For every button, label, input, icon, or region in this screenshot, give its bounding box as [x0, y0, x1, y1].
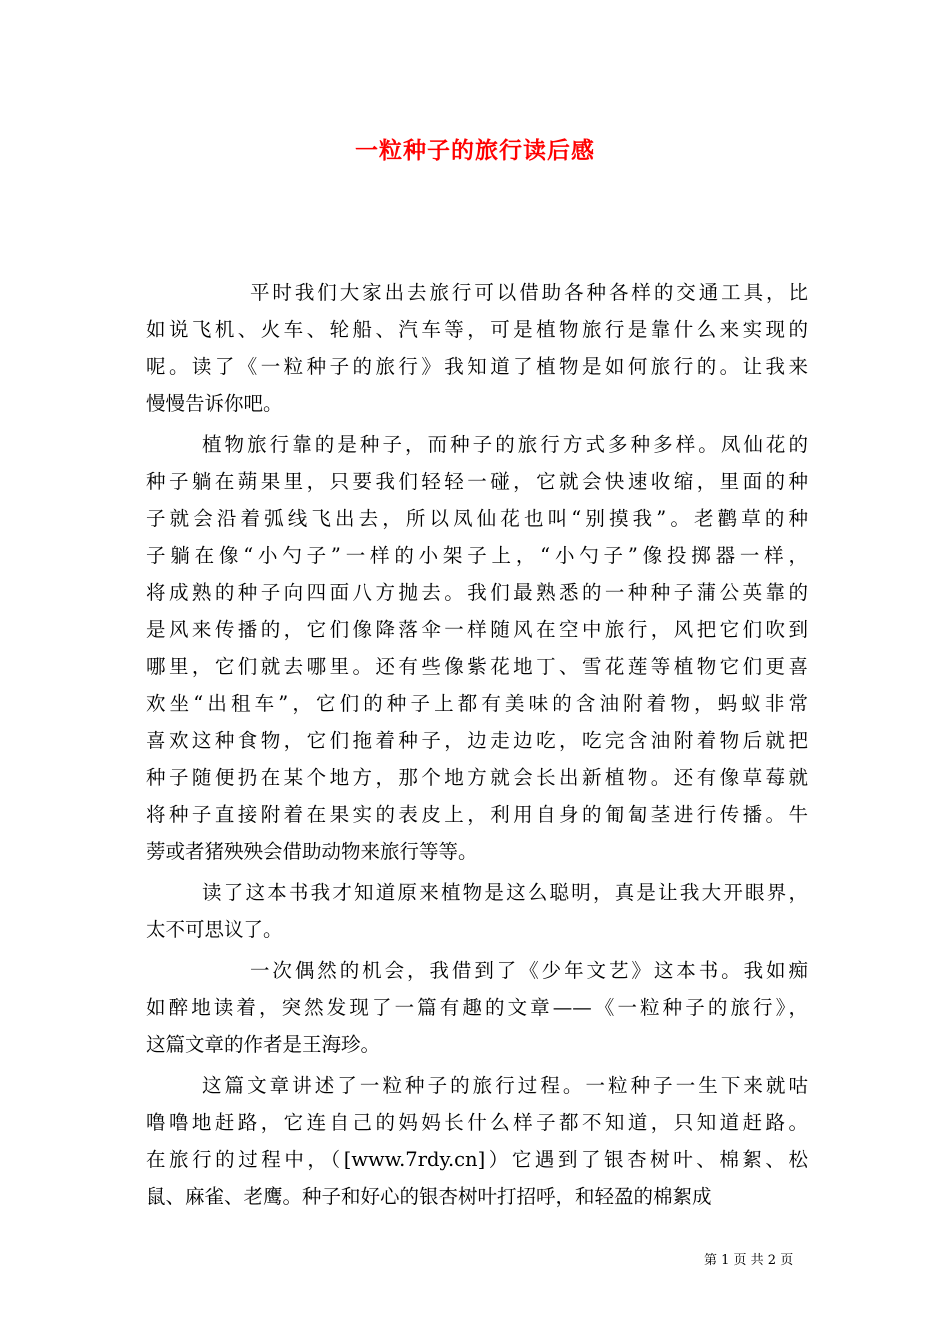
text-line: 平时我们大家出去旅行可以借助各种各样的交通工具，比 — [250, 281, 808, 304]
text-line: 慢慢告诉你吧。 — [146, 392, 283, 415]
text-line: 在旅行的过程中，（[www.7rdy.cn]）它遇到了银杏树叶、棉絮、松 — [146, 1148, 808, 1171]
page-number-footer: 第 1 页 共 2 页 — [704, 1253, 794, 1268]
paragraph — [146, 874, 808, 948]
paragraph — [146, 274, 808, 422]
text-line: 如醉地读着，突然发现了一篇有趣的文章——《一粒种子的旅行》， — [146, 996, 808, 1019]
document-title: 一粒种子的旅行读后感 — [355, 137, 595, 164]
text-line: 植物旅行靠的是种子，而种子的旅行方式多种多样。凤仙花的 — [202, 433, 808, 456]
text-line: 是风来传播的，它们像降落伞一样随风在空中旅行，风把它们吹到 — [146, 618, 808, 641]
text-line: 喜欢这种食物，它们拖着种子，边走边吃，吃完含油附着物后就把 — [146, 729, 808, 752]
text-line: 种子躺在蒴果里，只要我们轻轻一碰，它就会快速收缩，里面的种 — [146, 470, 808, 493]
text-line: 太不可思议了。 — [146, 918, 283, 941]
text-line: 噜噜地赶路，它连自己的妈妈长什么样子都不知道，只知道赶路。 — [146, 1111, 808, 1134]
text-line: 鼠、麻雀、老鹰。种子和好心的银杏树叶打招呼，和轻盈的棉絮成 — [146, 1185, 712, 1208]
text-line: 蒡或者猪殃殃会借助动物来旅行等等。 — [146, 840, 478, 863]
paragraph — [146, 426, 808, 870]
text-line: 种子随便扔在某个地方，那个地方就会长出新植物。还有像草莓就 — [146, 766, 808, 789]
text-line: 欢坐“出租车”，它们的种子上都有美味的含油附着物，蚂蚁非常 — [146, 692, 808, 715]
text-line: 一次偶然的机会，我借到了《少年文艺》这本书。我如痴 — [250, 959, 808, 982]
text-line: 呢。读了《一粒种子的旅行》我知道了植物是如何旅行的。让我来 — [146, 355, 808, 378]
text-line: 将成熟的种子向四面八方抛去。我们最熟悉的一种种子蒲公英靠的 — [146, 581, 808, 604]
text-line: 子躺在像“小勺子”一样的小架子上，“小勺子”像投掷器一样， — [146, 544, 808, 567]
text-line: 这篇文章讲述了一粒种子的旅行过程。一粒种子一生下来就咕 — [202, 1074, 808, 1097]
text-line: 将种子直接附着在果实的表皮上，利用自身的匍匐茎进行传播。牛 — [146, 803, 808, 826]
document-body — [146, 274, 808, 1215]
text-line: 读了这本书我才知道原来植物是这么聪明，真是让我大开眼界， — [202, 881, 808, 904]
paragraph — [146, 1067, 808, 1215]
paragraph — [146, 952, 808, 1063]
text-line: 如说飞机、火车、轮船、汽车等，可是植物旅行是靠什么来实现的 — [146, 318, 808, 341]
text-line: 哪里，它们就去哪里。还有些像紫花地丁、雪花莲等植物它们更喜 — [146, 655, 808, 678]
text-line: 子就会沿着弧线飞出去，所以凤仙花也叫“别摸我”。老鹳草的种 — [146, 507, 808, 530]
text-line: 这篇文章的作者是王海珍。 — [146, 1033, 381, 1056]
